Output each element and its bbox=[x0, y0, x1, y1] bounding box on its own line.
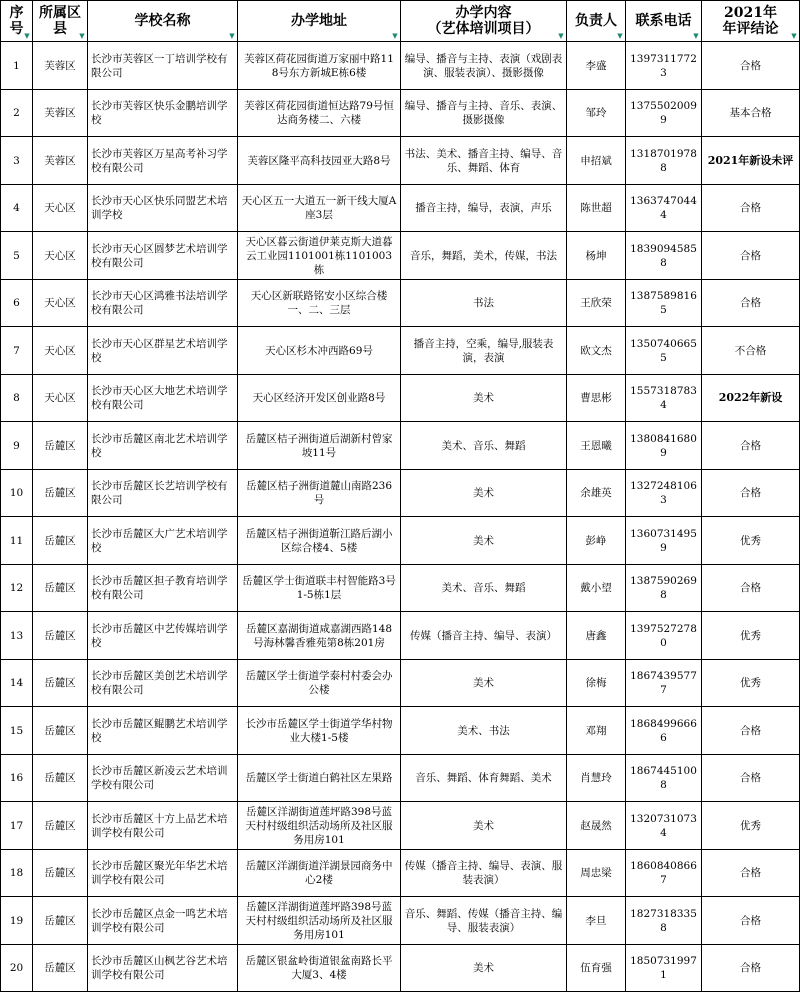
cell-head: 徐梅 bbox=[567, 660, 626, 707]
cell-eval: 合格 bbox=[702, 850, 800, 897]
cell-no: 18 bbox=[1, 850, 33, 897]
filter-dropdown-icon[interactable]: ▼ bbox=[79, 31, 85, 40]
cell-district: 岳麓区 bbox=[33, 565, 88, 612]
cell-phone: 13607314959 bbox=[626, 517, 702, 565]
cell-district: 岳麓区 bbox=[33, 755, 88, 802]
cell-head: 王欣荣 bbox=[567, 280, 626, 327]
table-row bbox=[1, 137, 800, 185]
cell-head: 彭峥 bbox=[567, 517, 626, 565]
filter-dropdown-icon[interactable]: ▼ bbox=[617, 31, 623, 40]
cell-school: 长沙市天心区圆梦艺术培训学校有限公司 bbox=[88, 232, 238, 280]
table-row bbox=[1, 42, 800, 90]
cell-head: 邹玲 bbox=[567, 90, 626, 137]
cell-content: 美术 bbox=[401, 470, 567, 517]
cell-school: 长沙市岳麓区大广艺术培训学校 bbox=[88, 517, 238, 565]
cell-content: 音乐、舞蹈、传媒（播音主持、编导、服装表演） bbox=[401, 897, 567, 945]
cell-content: 播音主持，空乘，编导,服装表演，表演 bbox=[401, 327, 567, 375]
cell-phone: 13808416809 bbox=[626, 422, 702, 470]
cell-head: 杨坤 bbox=[567, 232, 626, 280]
cell-school: 长沙市天心区大地艺术培训学校有限公司 bbox=[88, 375, 238, 422]
table-row bbox=[1, 850, 800, 897]
header-district[interactable] bbox=[33, 1, 88, 42]
cell-head: 李旦 bbox=[567, 897, 626, 945]
filter-dropdown-icon[interactable]: ▼ bbox=[392, 31, 398, 40]
cell-phone: 13187019788 bbox=[626, 137, 702, 185]
table-row bbox=[1, 422, 800, 470]
filter-dropdown-icon[interactable]: ▼ bbox=[693, 31, 699, 40]
header-phone-label: 联系电话 bbox=[635, 13, 692, 29]
cell-content: 美术 bbox=[401, 802, 567, 850]
table-row bbox=[1, 280, 800, 327]
cell-eval: 优秀 bbox=[702, 802, 800, 850]
cell-phone: 13875902698 bbox=[626, 565, 702, 612]
header-address-label: 办学地址 bbox=[291, 13, 347, 29]
cell-no: 11 bbox=[1, 517, 33, 565]
cell-district: 岳麓区 bbox=[33, 517, 88, 565]
cell-address: 岳麓区洋湖街道莲坪路398号蓝天村村级组织活动场所及社区服务用房101 bbox=[238, 802, 401, 850]
cell-district: 岳麓区 bbox=[33, 422, 88, 470]
cell-school: 长沙市芙蓉区快乐金鹏培训学校 bbox=[88, 90, 238, 137]
header-eval-line1: 2021年 bbox=[724, 5, 777, 21]
cell-no: 10 bbox=[1, 470, 33, 517]
cell-no: 13 bbox=[1, 612, 33, 660]
cell-address: 芙蓉区荷花园街道恒达路79号恒达商务楼二、六楼 bbox=[238, 90, 401, 137]
cell-address: 岳麓区银盆岭街道银盆南路长平大厦3、4楼 bbox=[238, 945, 401, 992]
cell-content: 美术 bbox=[401, 517, 567, 565]
cell-phone: 13875898165 bbox=[626, 280, 702, 327]
cell-no: 16 bbox=[1, 755, 33, 802]
cell-content: 音乐、舞蹈、体育舞蹈、美术 bbox=[401, 755, 567, 802]
cell-eval: 合格 bbox=[702, 470, 800, 517]
cell-no: 5 bbox=[1, 232, 33, 280]
cell-address: 天心区杉木冲西路69号 bbox=[238, 327, 401, 375]
cell-no: 2 bbox=[1, 90, 33, 137]
filter-dropdown-icon[interactable]: ▼ bbox=[24, 31, 30, 40]
cell-district: 岳麓区 bbox=[33, 470, 88, 517]
cell-district: 芙蓉区 bbox=[33, 42, 88, 90]
header-head-label: 负责人 bbox=[575, 13, 617, 29]
cell-school: 长沙市天心区快乐同盟艺术培训学校 bbox=[88, 185, 238, 232]
cell-district: 天心区 bbox=[33, 280, 88, 327]
table-row bbox=[1, 470, 800, 517]
cell-head: 陈世超 bbox=[567, 185, 626, 232]
cell-phone: 18608408667 bbox=[626, 850, 702, 897]
header-eval-line2: 年评结论 bbox=[722, 21, 779, 37]
cell-phone: 18390945858 bbox=[626, 232, 702, 280]
cell-eval: 合格 bbox=[702, 755, 800, 802]
table-row bbox=[1, 755, 800, 802]
cell-school: 长沙市岳麓区担子教育培训学校有限公司 bbox=[88, 565, 238, 612]
cell-address: 岳麓区学士街道白鹤社区左果路 bbox=[238, 755, 401, 802]
cell-address: 长沙市岳麓区学士街道学华村物业大楼1-5楼 bbox=[238, 707, 401, 755]
cell-eval: 合格 bbox=[702, 280, 800, 327]
table-row bbox=[1, 90, 800, 137]
table-row bbox=[1, 802, 800, 850]
cell-address: 岳麓区学士街道学泰村村委会办公楼 bbox=[238, 660, 401, 707]
header-school-label: 学校名称 bbox=[134, 13, 191, 29]
cell-address: 天心区经济开发区创业路8号 bbox=[238, 375, 401, 422]
cell-content: 书法 bbox=[401, 280, 567, 327]
filter-dropdown-icon[interactable]: ▼ bbox=[558, 31, 564, 40]
header-phone[interactable] bbox=[626, 1, 702, 42]
cell-district: 岳麓区 bbox=[33, 897, 88, 945]
cell-school: 长沙市芙蓉区万星高考补习学校有限公司 bbox=[88, 137, 238, 185]
cell-district: 岳麓区 bbox=[33, 612, 88, 660]
cell-district: 天心区 bbox=[33, 232, 88, 280]
header-eval[interactable] bbox=[702, 1, 800, 42]
cell-phone: 13207310734 bbox=[626, 802, 702, 850]
cell-no: 9 bbox=[1, 422, 33, 470]
cell-address: 岳麓区桔子洲街道麓山南路236号 bbox=[238, 470, 401, 517]
cell-eval: 合格 bbox=[702, 185, 800, 232]
table-row bbox=[1, 232, 800, 280]
cell-phone: 13975272780 bbox=[626, 612, 702, 660]
cell-no: 7 bbox=[1, 327, 33, 375]
header-content[interactable] bbox=[401, 1, 567, 42]
cell-district: 天心区 bbox=[33, 185, 88, 232]
cell-phone: 13272481063 bbox=[626, 470, 702, 517]
cell-address: 岳麓区嘉湖街道咸嘉湖西路148号海林馨香雅苑第8栋201房 bbox=[238, 612, 401, 660]
cell-phone: 13755020099 bbox=[626, 90, 702, 137]
cell-address: 岳麓区桔子洲街道后湖新村曾家坡11号 bbox=[238, 422, 401, 470]
cell-address: 岳麓区洋湖街道洋湖景园商务中心2楼 bbox=[238, 850, 401, 897]
cell-address: 天心区新联路铭安小区综合楼一、二、三层 bbox=[238, 280, 401, 327]
cell-eval: 优秀 bbox=[702, 612, 800, 660]
table-row bbox=[1, 517, 800, 565]
cell-district: 天心区 bbox=[33, 327, 88, 375]
cell-head: 曹思彬 bbox=[567, 375, 626, 422]
cell-district: 岳麓区 bbox=[33, 802, 88, 850]
cell-eval: 合格 bbox=[702, 42, 800, 90]
cell-address: 天心区暮云街道伊莱克斯大道暮云工业园1101001栋1101003栋 bbox=[238, 232, 401, 280]
header-no-label: 序号 bbox=[9, 5, 24, 37]
cell-no: 8 bbox=[1, 375, 33, 422]
cell-address: 芙蓉区隆平高科技园亚大路8号 bbox=[238, 137, 401, 185]
cell-no: 6 bbox=[1, 280, 33, 327]
cell-no: 3 bbox=[1, 137, 33, 185]
cell-eval: 2021年新设未评 bbox=[702, 137, 800, 185]
cell-no: 14 bbox=[1, 660, 33, 707]
cell-phone: 18273183358 bbox=[626, 897, 702, 945]
cell-eval: 合格 bbox=[702, 422, 800, 470]
filter-dropdown-icon[interactable]: ▼ bbox=[229, 31, 235, 40]
header-content-line1: 办学内容 bbox=[455, 5, 512, 21]
cell-district: 岳麓区 bbox=[33, 945, 88, 992]
cell-school: 长沙市芙蓉区一丁培训学校有限公司 bbox=[88, 42, 238, 90]
cell-school: 长沙市岳麓区南北艺术培训学校 bbox=[88, 422, 238, 470]
table-row bbox=[1, 707, 800, 755]
cell-content: 播音主持，编导，表演，声乐 bbox=[401, 185, 567, 232]
cell-content: 美术、书法 bbox=[401, 707, 567, 755]
table-row bbox=[1, 897, 800, 945]
table-row bbox=[1, 565, 800, 612]
cell-school: 长沙市岳麓区点金一鸣艺术培训学校有限公司 bbox=[88, 897, 238, 945]
cell-no: 15 bbox=[1, 707, 33, 755]
cell-no: 4 bbox=[1, 185, 33, 232]
header-address[interactable] bbox=[238, 1, 401, 42]
cell-content: 编导、播音与主持、音乐、表演、摄影摄像 bbox=[401, 90, 567, 137]
cell-head: 邓翔 bbox=[567, 707, 626, 755]
cell-head: 赵晟然 bbox=[567, 802, 626, 850]
cell-district: 岳麓区 bbox=[33, 850, 88, 897]
cell-eval: 不合格 bbox=[702, 327, 800, 375]
cell-eval: 2022年新设 bbox=[702, 375, 800, 422]
cell-content: 书法、美术、播音主持、编导、音乐、舞蹈、体育 bbox=[401, 137, 567, 185]
cell-content: 音乐，舞蹈，美术，传媒，书法 bbox=[401, 232, 567, 280]
cell-head: 余雄英 bbox=[567, 470, 626, 517]
table-row bbox=[1, 945, 800, 992]
cell-no: 12 bbox=[1, 565, 33, 612]
cell-head: 李盛 bbox=[567, 42, 626, 90]
cell-phone: 18674395777 bbox=[626, 660, 702, 707]
cell-no: 20 bbox=[1, 945, 33, 992]
cell-address: 岳麓区学士街道联丰村智能路3号1-5栋1层 bbox=[238, 565, 401, 612]
cell-eval: 合格 bbox=[702, 945, 800, 992]
cell-eval: 合格 bbox=[702, 232, 800, 280]
header-content-line2: （艺体培训项目） bbox=[427, 21, 540, 37]
cell-eval: 合格 bbox=[702, 707, 800, 755]
cell-eval: 优秀 bbox=[702, 660, 800, 707]
cell-district: 芙蓉区 bbox=[33, 137, 88, 185]
cell-eval: 合格 bbox=[702, 565, 800, 612]
cell-no: 19 bbox=[1, 897, 33, 945]
cell-eval: 合格 bbox=[702, 897, 800, 945]
cell-address: 芙蓉区荷花园街道万家丽中路118号东方新城E栋6楼 bbox=[238, 42, 401, 90]
table-body bbox=[1, 42, 800, 992]
cell-phone: 13507406655 bbox=[626, 327, 702, 375]
cell-school: 长沙市天心区鸿雅书法培训学校有限公司 bbox=[88, 280, 238, 327]
cell-phone: 15573187834 bbox=[626, 375, 702, 422]
cell-address: 岳麓区桔子洲街道靳江路后湖小区综合楼4、5楼 bbox=[238, 517, 401, 565]
cell-head: 伍育强 bbox=[567, 945, 626, 992]
cell-phone: 13973117723 bbox=[626, 42, 702, 90]
filter-dropdown-icon[interactable]: ▼ bbox=[791, 31, 797, 40]
cell-no: 17 bbox=[1, 802, 33, 850]
cell-head: 周忠梁 bbox=[567, 850, 626, 897]
cell-district: 天心区 bbox=[33, 375, 88, 422]
header-school[interactable] bbox=[88, 1, 238, 42]
cell-head: 王恩曦 bbox=[567, 422, 626, 470]
cell-content: 美术 bbox=[401, 945, 567, 992]
header-head[interactable] bbox=[567, 1, 626, 42]
table-row bbox=[1, 185, 800, 232]
header-row bbox=[1, 1, 800, 42]
cell-phone: 18684996666 bbox=[626, 707, 702, 755]
cell-address: 岳麓区洋湖街道莲坪路398号蓝天村村级组织活动场所及社区服务用房101 bbox=[238, 897, 401, 945]
cell-eval: 优秀 bbox=[702, 517, 800, 565]
cell-no: 1 bbox=[1, 42, 33, 90]
table-row bbox=[1, 375, 800, 422]
cell-district: 岳麓区 bbox=[33, 660, 88, 707]
cell-content: 美术、音乐、舞蹈 bbox=[401, 565, 567, 612]
cell-school: 长沙市岳麓区美创艺术培训学校有限公司 bbox=[88, 660, 238, 707]
header-no[interactable] bbox=[1, 1, 33, 42]
cell-school: 长沙市岳麓区新凌云艺术培训学校有限公司 bbox=[88, 755, 238, 802]
cell-address: 天心区五一大道五一新干线大厦A座3层 bbox=[238, 185, 401, 232]
cell-school: 长沙市岳麓区鲲鹏艺术培训学校 bbox=[88, 707, 238, 755]
cell-content: 编导、播音与主持、表演（戏剧表演、服装表演）、摄影摄像 bbox=[401, 42, 567, 90]
cell-eval: 基本合格 bbox=[702, 90, 800, 137]
table-row bbox=[1, 327, 800, 375]
table-row bbox=[1, 660, 800, 707]
cell-head: 戴小望 bbox=[567, 565, 626, 612]
cell-head: 唐鑫 bbox=[567, 612, 626, 660]
cell-school: 长沙市岳麓区聚光年华艺术培训学校有限公司 bbox=[88, 850, 238, 897]
cell-phone: 18507319971 bbox=[626, 945, 702, 992]
cell-content: 美术 bbox=[401, 375, 567, 422]
cell-phone: 18674451008 bbox=[626, 755, 702, 802]
cell-content: 美术、音乐、舞蹈 bbox=[401, 422, 567, 470]
cell-phone: 13637470444 bbox=[626, 185, 702, 232]
cell-school: 长沙市岳麓区山枫艺谷艺术培训学校有限公司 bbox=[88, 945, 238, 992]
cell-school: 长沙市天心区群星艺术培训学校 bbox=[88, 327, 238, 375]
cell-head: 肖慧玲 bbox=[567, 755, 626, 802]
cell-school: 长沙市岳麓区长艺培训学校有限公司 bbox=[88, 470, 238, 517]
header-district-label: 所属区县 bbox=[39, 5, 81, 37]
table-row bbox=[1, 612, 800, 660]
cell-head: 欧文杰 bbox=[567, 327, 626, 375]
cell-district: 岳麓区 bbox=[33, 707, 88, 755]
cell-content: 传媒（播音主持、编导、表演） bbox=[401, 612, 567, 660]
cell-content: 美术 bbox=[401, 660, 567, 707]
cell-head: 申招斌 bbox=[567, 137, 626, 185]
cell-district: 芙蓉区 bbox=[33, 90, 88, 137]
cell-school: 长沙市岳麓区中艺传媒培训学校 bbox=[88, 612, 238, 660]
cell-content: 传媒（播音主持、编导、表演、服装表演） bbox=[401, 850, 567, 897]
cell-school: 长沙市岳麓区十方上品艺术培训学校有限公司 bbox=[88, 802, 238, 850]
